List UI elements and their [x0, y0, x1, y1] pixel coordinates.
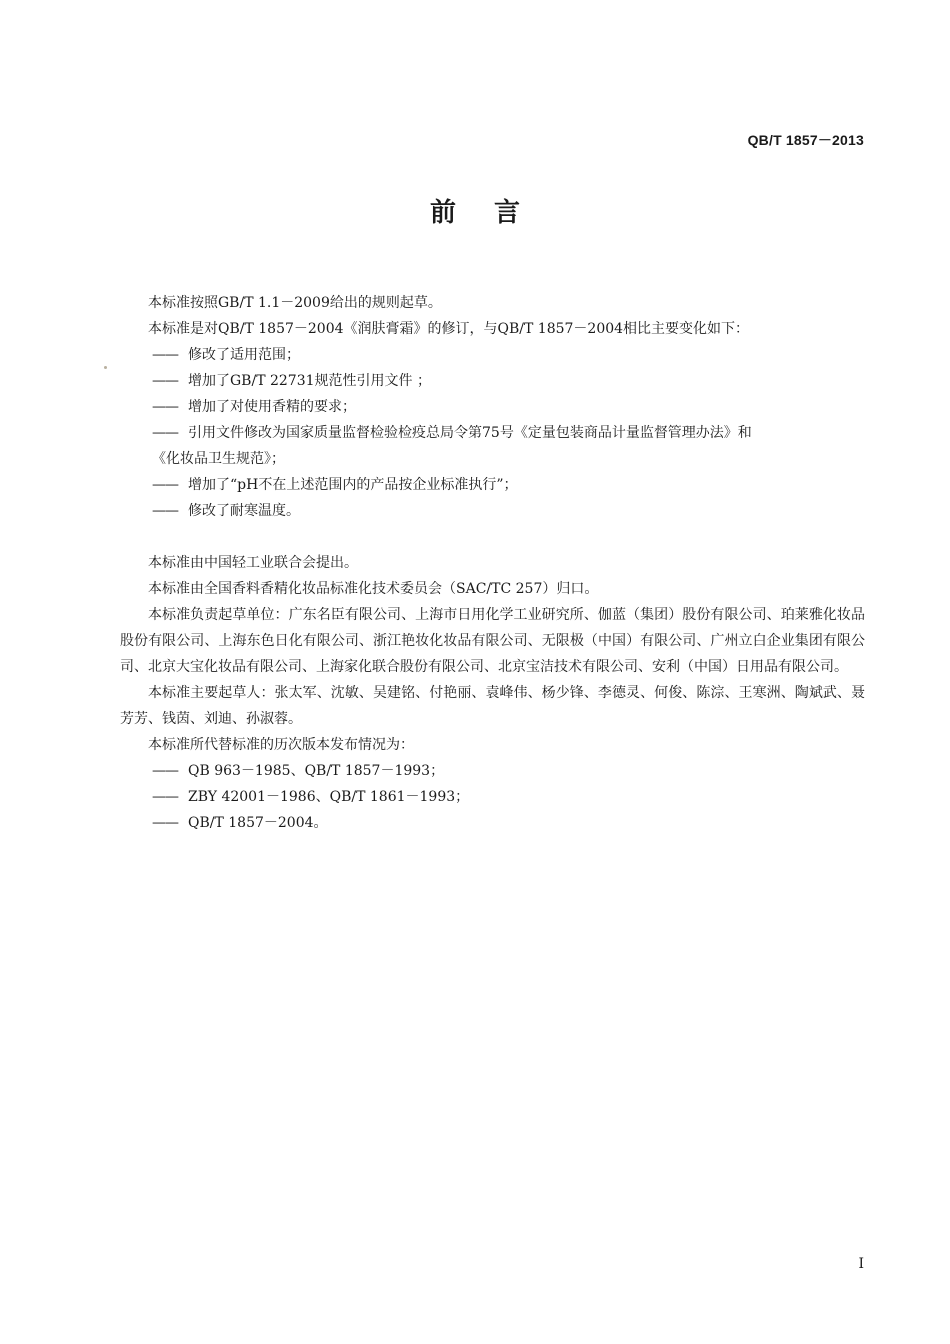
dash-marker: ——: [152, 815, 178, 831]
paragraph-revision-intro: 本标准是对QB/T 1857－2004《润肤膏霜》的修订，与QB/T 1857－2004相比主要变化如下：: [148, 321, 750, 337]
dash-marker: ——: [152, 347, 178, 363]
change-item: [120, 420, 865, 446]
history-item: [120, 810, 865, 836]
dash-marker: ——: [152, 763, 178, 779]
document-body: [120, 290, 865, 836]
history-text: QB 963－1985、QB/T 1857－1993；: [188, 763, 445, 779]
change-text: 修改了适用范围；: [188, 347, 300, 363]
change-text: 增加了GB/T 22731规范性引用文件 ；: [188, 373, 431, 389]
paragraph-committee: 本标准由全国香料香精化妆品标准化技术委员会（SAC/TC 257）归口。: [148, 581, 599, 597]
scan-speck: [104, 366, 107, 369]
dash-marker: ——: [152, 503, 178, 519]
change-item: [120, 472, 865, 498]
change-text: 增加了“pH不在上述范围内的产品按企业标准执行”；: [188, 477, 518, 493]
standard-code: QB/T 1857－2013: [747, 132, 864, 148]
paragraph-drafting-units: 本标准负责起草单位：广东名臣有限公司、上海市日用化学工业研究所、伽蓝（集团）股份有限公司、珀莱雅化妆品股份有限公司、上海东色日化有限公司、浙江艳妆化妆品有限公司、无限极（中国）有限公司、广州立白企业集团有限公司、北京大宝化妆品有限公司、上海家化联合股份有限公司、北京宝洁技术有限公司、安利（中国）日用品有限公司。: [120, 607, 865, 675]
paragraph-gap: [120, 524, 865, 550]
change-item: [120, 368, 865, 394]
history-text: QB/T 1857－2004。: [188, 815, 328, 831]
change-text: 引用文件修改为国家质量监督检验检疫总局令第75号《定量包装商品计量监督管理办法》和: [188, 425, 752, 441]
paragraph-history-intro: 本标准所代替标准的历次版本发布情况为：: [148, 737, 414, 753]
dash-marker: ——: [152, 789, 178, 805]
dash-marker: ——: [152, 399, 178, 415]
dash-marker: ——: [152, 373, 178, 389]
change-item: [120, 498, 865, 524]
page-number: I: [858, 1256, 864, 1272]
change-text: 增加了对使用香精的要求；: [188, 399, 356, 415]
dash-marker: ——: [152, 425, 178, 441]
history-item: [120, 784, 865, 810]
change-item: [120, 342, 865, 368]
paragraph-drafting-rules: 本标准按照GB/T 1.1－2009给出的规则起草。: [148, 295, 442, 311]
change-item: [120, 394, 865, 420]
page-title: 前言: [429, 198, 558, 228]
history-item: [120, 758, 865, 784]
paragraph-proposer: 本标准由中国轻工业联合会提出。: [148, 555, 358, 571]
change-text: 修改了耐寒温度。: [188, 503, 300, 519]
change-item-continuation: 《化妆品卫生规范》；: [152, 451, 285, 467]
paragraph-drafters: 本标准主要起草人：张太军、沈敏、吴建铭、付艳丽、袁峰伟、杨少锋、李德灵、何俊、陈淙、王寒洲、陶斌武、聂芳芳、钱茵、刘迪、孙淑蓉。: [120, 685, 865, 727]
history-text: ZBY 42001－1986、QB/T 1861－1993；: [188, 789, 470, 805]
dash-marker: ——: [152, 477, 178, 493]
